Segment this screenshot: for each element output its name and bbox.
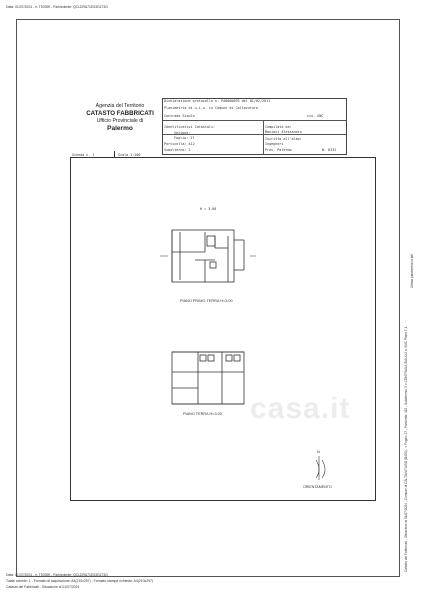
civ-text: civ. SNC: [307, 114, 324, 118]
subalterno-text: Subalterno: 2: [164, 148, 191, 152]
catasto-title: CATASTO FABBRICATI: [86, 110, 154, 117]
particella-text: Particella: 412: [164, 142, 195, 146]
sezione-text: Sezione:: [174, 131, 191, 135]
foglio-text: Foglio: 27: [174, 136, 195, 140]
numero-text: N. 6332: [322, 148, 337, 152]
prov-text: Prov. Palermo: [265, 148, 292, 152]
north-arrow: [316, 456, 325, 480]
bottom-stamp-3: Catasto dei Fabbricati - Situazione al 01/07/2024: [6, 585, 80, 589]
albo-text: Ingegneri: [265, 142, 284, 146]
ufficio-city: Palermo: [107, 125, 133, 132]
orientamento-label: ORIENTAMENTO: [303, 485, 332, 489]
right-margin-text: Catasto dei Fabbricati - Situazione al 01/07/2024 - Comune di CALTAVUTURO (B430) - < Foglio: 27 - Particella: 412 - Subalterno: 2 > CONTRADA SIAULO n. SNC Piano T-1: [404, 326, 408, 572]
scheda-label: Scheda n. 1: [72, 153, 95, 157]
iscritto-text: Iscritto all'albo:: [265, 137, 302, 141]
top-stamp: Data: 01/07/2024 - n. T90399 - Richiedente: QCLDRA71E03G273G: [6, 5, 108, 9]
upper-floor-outline: [172, 230, 234, 282]
scala-label: Scala 1:200: [118, 153, 141, 157]
agency-name: Agenzia del Territorio: [95, 103, 145, 109]
bottom-stamp-1: Data: 01/07/2024 - n. T90399 - Richiedente: QCLDRA71E03G273G: [6, 573, 108, 577]
compilata-text: Compilata da:: [265, 125, 292, 129]
casa-watermark: casa.it: [250, 392, 351, 425]
via-text: Contrada Siaulo: [164, 114, 195, 118]
bottom-stamp-2: Totale schede: 1 - Formato di acquisizione: A4(210x297) - Formato stampa richiesto: A4(210x297): [6, 579, 154, 583]
h-top-label: H = 3.00: [200, 207, 217, 211]
planimetria-text: Planimetria di u.i.u. in Comune di Caltavuturo: [164, 106, 258, 110]
ufficio-label: Ufficio Provinciale di: [96, 118, 144, 124]
north-label: N: [317, 449, 320, 454]
identificativi-text: Identificativi Catastali:: [164, 125, 216, 129]
dichiarazione-text: Dichiarazione protocollo n. PA0000093 del 01/02/2011: [164, 99, 271, 103]
right-margin-note: Ultima planimetria in atti: [410, 253, 414, 288]
lower-floor-label: PIANO TERRA H=3.00: [183, 412, 222, 416]
upper-floor-label: PIANO PRIMO-TERRA H=3.00: [180, 299, 233, 303]
tecnico-name: Maniaci Alessandro: [265, 130, 302, 134]
